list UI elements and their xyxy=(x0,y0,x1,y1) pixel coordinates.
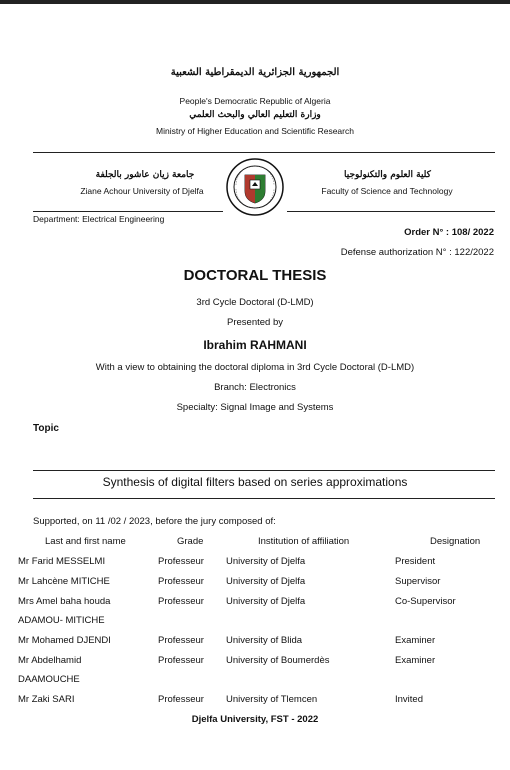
table-row xyxy=(0,655,510,669)
jury-member-designation: Examiner xyxy=(395,655,436,666)
jury-member-name: Mr Zaki SARI xyxy=(18,694,75,705)
jury-member-grade: Professeur xyxy=(158,576,204,587)
jury-member-institution: University of Blida xyxy=(226,635,303,646)
department-label: Department: Electrical Engineering xyxy=(33,214,165,224)
jury-member-name: Mr Abdelhamid xyxy=(18,655,82,666)
thesis-title: DOCTORAL THESIS xyxy=(183,267,327,284)
diploma-line: With a view to obtaining the doctoral diploma in 3rd Cycle Doctoral (D-LMD) xyxy=(95,362,415,373)
jury-member-designation: Co-Supervisor xyxy=(395,596,456,607)
jury-member-institution: University of Tlemcen xyxy=(226,694,318,705)
topic-bottom-rule xyxy=(33,498,495,499)
republic-english: People's Democratic Republic of Algeria xyxy=(179,96,331,106)
jury-member-grade: Professeur xyxy=(158,596,204,607)
seal-emblem-icon xyxy=(226,158,284,216)
university-seal-logo xyxy=(226,158,284,216)
jury-member-institution: University of Djelfa xyxy=(226,576,306,587)
ministry-arabic: وزارة التعليم العالي والبحث العلمي xyxy=(189,110,321,120)
table-row xyxy=(0,556,510,570)
jury-member-institution: University of Djelfa xyxy=(226,556,306,567)
jury-member-institution: University of Boumerdès xyxy=(226,655,330,666)
jury-member-name: Mrs Amel baha houda xyxy=(18,596,111,607)
jury-member-designation: Supervisor xyxy=(395,576,441,587)
jury-member-grade: Professeur xyxy=(158,694,204,705)
jury-member-designation: Examiner xyxy=(395,635,436,646)
jury-member-designation: Invited xyxy=(395,694,423,705)
table-row-continuation xyxy=(0,674,510,688)
presented-by: Presented by xyxy=(227,317,283,328)
top-border xyxy=(0,0,510,4)
ministry-english: Ministry of Higher Education and Scientific Research xyxy=(156,126,354,136)
left-divider xyxy=(33,211,223,212)
specialty-line: Specialty: Signal Image and Systems xyxy=(176,402,334,413)
table-row-continuation xyxy=(0,615,510,629)
republic-arabic: الجمهورية الجزائرية الديمقراطية الشعبية xyxy=(170,67,340,78)
jury-member-grade: Professeur xyxy=(158,635,204,646)
topic-top-rule xyxy=(33,470,495,471)
order-number: Order N° : 108/ 2022 xyxy=(404,227,494,238)
university-arabic: جامعة زيان عاشور بالجلفة xyxy=(95,170,195,180)
jury-header-row xyxy=(0,536,510,550)
jury-member-grade: Professeur xyxy=(158,655,204,666)
supported-line: Supported, on 11 /02 / 2023, before the jury composed of: xyxy=(33,516,276,527)
jury-member-name: Mr Farid MESSELMI xyxy=(18,556,106,567)
jury-member-institution: University of Djelfa xyxy=(226,596,306,607)
table-row xyxy=(0,694,510,708)
jury-member-name: Mr Mohamed DJENDI xyxy=(18,635,111,646)
jury-member-designation: President xyxy=(395,556,436,567)
jury-member-name-cont: DAAMOUCHE xyxy=(18,674,80,685)
header-divider xyxy=(33,152,495,153)
footer-line: Djelfa University, FST - 2022 xyxy=(191,714,319,725)
table-row xyxy=(0,576,510,590)
jury-member-name-cont: ADAMOU- MITICHE xyxy=(18,615,105,626)
author-name: Ibrahim RAHMANI xyxy=(203,338,307,352)
topic-text: Synthesis of digital filters based on series approximations xyxy=(102,475,408,489)
defense-authorization: Defense authorization N° : 122/2022 xyxy=(340,247,494,258)
table-row xyxy=(0,635,510,649)
right-divider xyxy=(287,211,495,212)
jury-header-name: Last and first name xyxy=(45,536,126,547)
jury-header-designation: Designation xyxy=(430,536,481,547)
topic-label: Topic xyxy=(33,423,59,434)
cycle-line: 3rd Cycle Doctoral (D-LMD) xyxy=(196,297,314,308)
jury-header-grade: Grade xyxy=(177,536,204,547)
university-english: Ziane Achour University of Djelfa xyxy=(80,186,204,196)
faculty-arabic: كلية العلوم والتكنولوجيا xyxy=(344,170,431,180)
faculty-english: Faculty of Science and Technology xyxy=(321,186,453,196)
jury-member-name: Mr Lahcène MITICHE xyxy=(18,576,110,587)
table-row xyxy=(0,596,510,610)
branch-line: Branch: Electronics xyxy=(214,382,296,393)
jury-header-institution: Institution of affiliation xyxy=(258,536,350,547)
jury-member-grade: Professeur xyxy=(158,556,204,567)
